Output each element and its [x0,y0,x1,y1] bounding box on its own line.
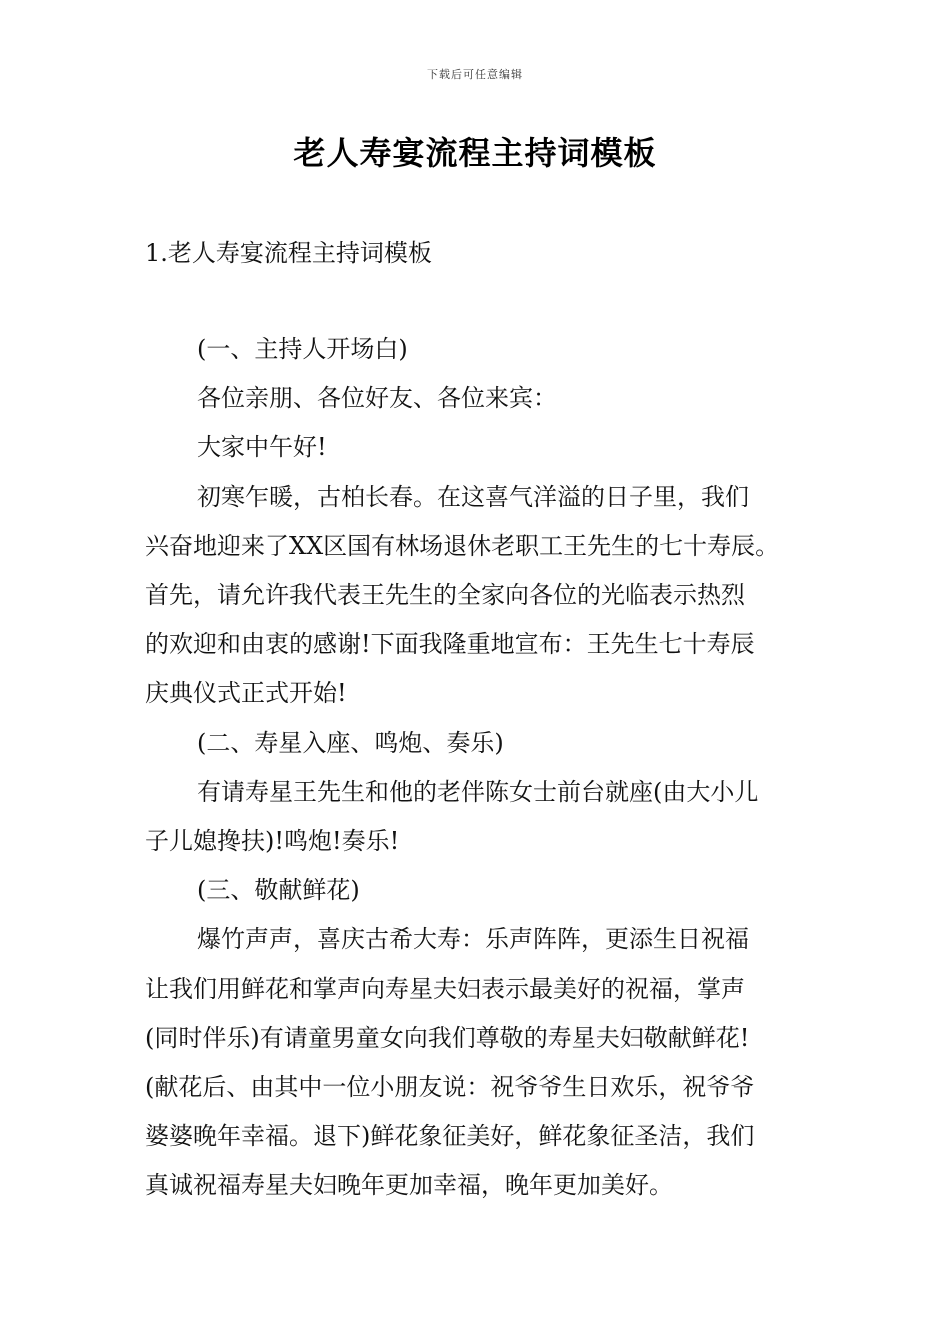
paragraph-flowers-line-4: (献花后、由其中一位小朋友说：祝爷爷生日欢乐，祝爷爷 [145,1073,755,1102]
header-note: 下载后可任意编辑 [427,68,523,81]
section-heading: 1.老人寿宴流程主持词模板 [145,239,432,267]
paragraph-flowers-line-1: 爆竹声声，喜庆古希大寿：乐声阵阵，更添生日祝福 [197,925,749,954]
paragraph-seating-line-1: 有请寿星王先生和他的老伴陈女士前台就座(由大小儿 [197,777,759,806]
paragraph-opening-line-5: 庆典仪式正式开始! [145,679,347,708]
paragraph-greeting: 各位亲朋、各位好友、各位来宾： [197,384,557,413]
paragraph-flowers-line-3: (同时伴乐)有请童男童女向我们尊敬的寿星夫妇敬献鲜花! [145,1023,750,1052]
paragraph-flowers-line-6: 真诚祝福寿星夫妇晚年更加幸福，晚年更加美好。 [145,1171,673,1200]
paragraph-flowers-line-2: 让我们用鲜花和掌声向寿星夫妇表示最美好的祝福，掌声 [145,974,745,1003]
paragraph-opening-line-2: 兴奋地迎来了XX区国有林场退休老职工王先生的七十寿辰。 [145,531,780,560]
paragraph-opening-line-4: 的欢迎和由衷的感谢!下面我隆重地宣布：王先生七十寿辰 [145,630,755,659]
paragraph-flowers-line-5: 婆婆晚年幸福。退下)鲜花象征美好，鲜花象征圣洁，我们 [145,1122,755,1151]
document-title: 老人寿宴流程主持词模板 [293,134,657,172]
paragraph-flowers-heading: (三、敬献鲜花) [197,876,360,905]
document-body [145,325,810,1211]
paragraph-opening-line-1: 初寒乍暖，古柏长春。在这喜气洋溢的日子里，我们 [197,482,749,511]
paragraph-seating-heading: (二、寿星入座、鸣炮、奏乐) [197,728,504,757]
paragraph-opening-line-3: 首先，请允许我代表王先生的全家向各位的光临表示热烈 [145,581,745,610]
paragraph-seating-line-2: 子儿媳搀扶)!鸣炮!奏乐! [145,827,400,856]
paragraph-opening-heading: (一、主持人开场白) [197,335,408,363]
paragraph-noon-greeting: 大家中午好! [197,433,327,462]
